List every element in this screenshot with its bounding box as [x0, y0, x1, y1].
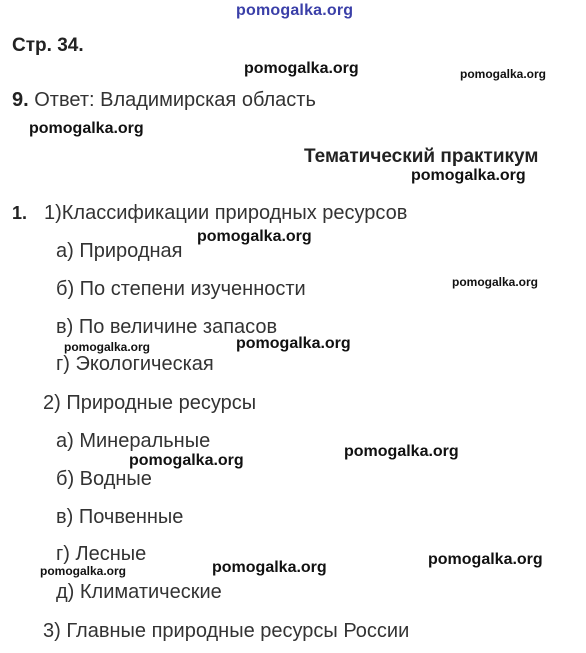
- watermark: pomogalka.org: [129, 452, 244, 469]
- watermark: pomogalka.org: [40, 564, 127, 578]
- list-item: д) Климатические: [56, 581, 222, 603]
- list-item: г) Лесные: [56, 543, 147, 565]
- watermark: pomogalka.org: [411, 167, 526, 184]
- watermark: pomogalka.org: [244, 60, 359, 77]
- list-item: а) Природная: [56, 240, 183, 262]
- part2-title: 2) Природные ресурсы: [43, 392, 257, 414]
- watermark: pomogalka.org: [452, 275, 539, 289]
- watermark: pomogalka.org: [428, 551, 543, 568]
- answer-number: 9.: [12, 89, 29, 111]
- task-number: 1.: [12, 203, 28, 223]
- page-number: Стр. 34.: [12, 35, 84, 56]
- section-title: Тематический практикум: [304, 146, 539, 167]
- answer-text: Ответ: Владимирская область: [34, 89, 316, 111]
- watermark: pomogalka.org: [197, 228, 312, 245]
- answer-9: [12, 89, 316, 112]
- list-item: г) Экологическая: [56, 353, 214, 375]
- watermark-top: pomogalka.org: [236, 2, 354, 19]
- part3-title: 3) Главные природные ресурсы России: [43, 620, 410, 642]
- watermark: pomogalka.org: [236, 335, 351, 352]
- watermark: pomogalka.org: [29, 120, 144, 137]
- list-item: б) Водные: [56, 468, 152, 490]
- list-item: а) Минеральные: [56, 430, 211, 452]
- watermark: pomogalka.org: [460, 67, 547, 81]
- part1-title: 1)Классификации природных ресурсов: [44, 202, 408, 224]
- list-item: в) По величине запасов: [56, 316, 278, 338]
- watermark: pomogalka.org: [212, 559, 327, 576]
- list-item: в) Почвенные: [56, 506, 184, 528]
- watermark: pomogalka.org: [64, 340, 151, 354]
- list-item: б) По степени изученности: [56, 278, 306, 300]
- watermark: pomogalka.org: [344, 443, 459, 460]
